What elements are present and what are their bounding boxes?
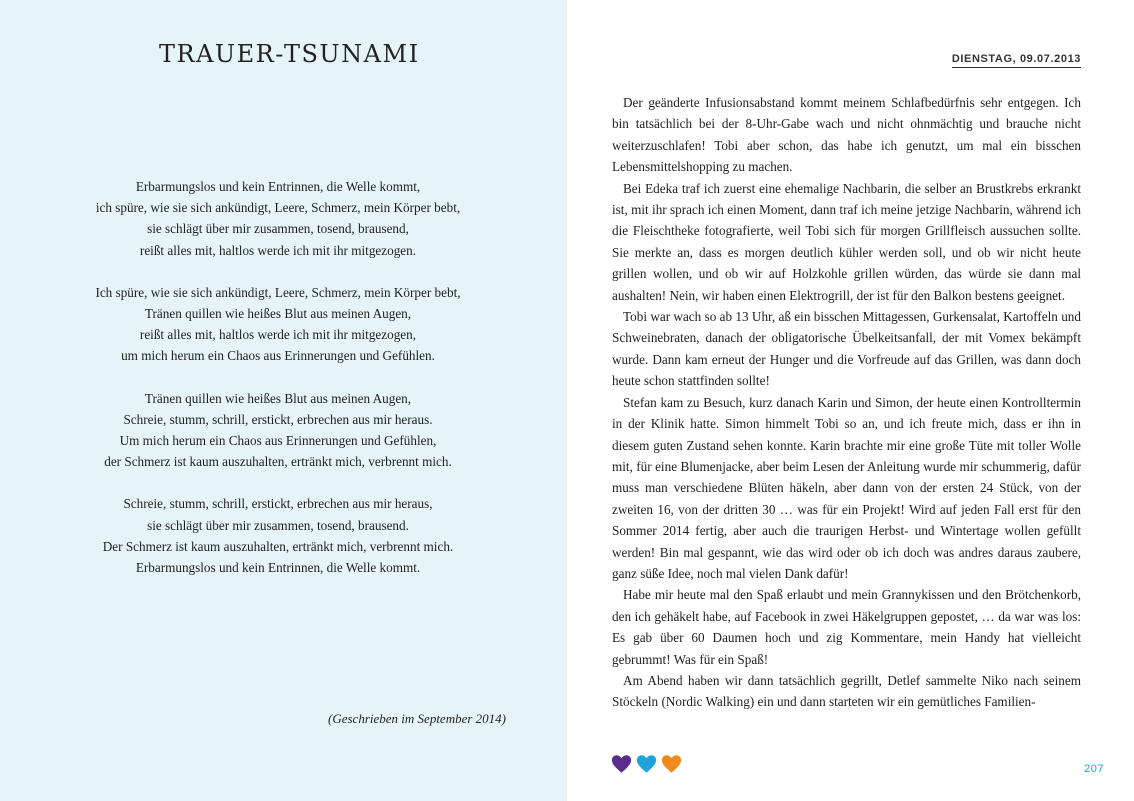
diary-text bbox=[612, 92, 1081, 713]
written-note: (Geschrieben im September 2014) bbox=[328, 711, 506, 726]
diary-paragraph: Tobi war wach so ab 13 Uhr, aß ein bisschen Mittagessen, Gurkensalat, Kartoffeln und Schweinebraten, danach der obligatorische Übelkeitsanfall, der mit Vomex bekämpft wurde. Dann kam erneut der Hunger und die Vorfreude auf das Grillen, was dann doch heute schon stattfinden sollte! bbox=[612, 309, 1081, 389]
poem-line: Schreie, stumm, schrill, erstickt, erbrechen aus mir heraus. bbox=[123, 411, 433, 427]
poem-line: Um mich herum ein Chaos aus Erinnerungen und Gefühlen, bbox=[119, 433, 437, 449]
poem-line: der Schmerz ist kaum auszuhalten, ertränkt mich, verbrennt mich. bbox=[104, 454, 452, 470]
poem-line: sie schlägt über mir zusammen, tosend, brausend, bbox=[147, 221, 409, 237]
poem-line: Der Schmerz ist kaum auszuhalten, ertränkt mich, verbrennt mich. bbox=[102, 538, 454, 554]
heart-icon bbox=[611, 754, 632, 774]
heart-icon bbox=[661, 754, 682, 774]
diary-paragraph: Der geänderte Infusionsabstand kommt meinem Schlafbedürfnis sehr entgegen. Ich bin tatsächlich bei der 8-Uhr-Gabe wach und nicht ohnmächtig und brauche nicht weiterzuschlafen! Tobi aber schon, das habe ich genutzt, um mal ein bisschen Lebensmittelshopping zu machen. bbox=[612, 95, 1081, 175]
stanza-4 bbox=[40, 493, 516, 578]
poem-line: Schreie, stumm, schrill, erstickt, erbrechen aus mir heraus, bbox=[123, 496, 433, 512]
poem-line: sie schlägt über mir zusammen, tosend, brausend. bbox=[147, 517, 409, 533]
poem-line: Erbarmungslos und kein Entrinnen, die Welle kommt. bbox=[135, 560, 421, 576]
hearts-row bbox=[611, 754, 682, 774]
stanza-3 bbox=[40, 388, 516, 473]
diary-paragraph: Am Abend haben wir dann tatsächlich gegrillt, Detlef sammelte Niko nach seinem Stöckeln (Nordic Walking) ein und dann starteten wir ein gemütliches Familien- bbox=[612, 672, 1081, 710]
stanza-2 bbox=[40, 282, 516, 367]
diary-date: DIENSTAG, 09.07.2013 bbox=[952, 53, 1081, 68]
diary-paragraph: Bei Edeka traf ich zuerst eine ehemalige Nachbarin, die selber an Brustkrebs erkrankt ist, mit ihr sprach ich einen Moment, dann traf ich meine jetzige Nachbarin, während ich die Fleischtheke fotografierte, weil Tobi sich für morgen Grillfleisch aussuchen sollte. Sie merkte an, dass es morgen deutlich kühler werden soll, und ob wir nicht heute grillen wollen, und ob wir auf Holzkohle grillen würden, das würde sie dann mal aushalten! Nein, wir haben einen Elektrogrill, der ist für den Balkon bestens geeignet. bbox=[612, 180, 1081, 303]
poem-line: ich spüre, wie sie sich ankündigt, Leere, Schmerz, mein Körper bebt, bbox=[95, 200, 461, 216]
diary-paragraph: Stefan kam zu Besuch, kurz danach Karin und Simon, der heute einen Kontrolltermin in der Klinik hatte. Simon himmelt Tobi so an, und ich freute mich, dass er ihn in diesem guten Zustand sehen konnte. Karin brachte mir eine große Tüte mit toller Wolle mit, für eine Blumenjacke, aber beim Lesen der Anleitung wurde mir schummerig, dafür muss man verschiedene Blüten häkeln, aber dann von der ersten 24 Stück, von der zweiten 16, von der dritten 30 … was für ein Projekt! Wird auf jeden Fall erst für den Sommer 2014 fertig, aber auch die traurigen Herbst- und Wintertage wollen gefüllt werden! Bin mal gespannt, wie das wird oder ob ich doch was andres daraus zaubere, ganz süße Idee, noch mal vielen Dank dafür! bbox=[612, 394, 1081, 581]
poem bbox=[40, 176, 516, 599]
heart-icon bbox=[636, 754, 657, 774]
page-number: 207 bbox=[1084, 763, 1104, 775]
poem-line: reißt alles mit, haltlos werde ich mit ihr mitgezogen. bbox=[139, 242, 417, 258]
poem-line: Tränen quillen wie heißes Blut aus meinen Augen, bbox=[144, 390, 412, 406]
poem-line: Erbarmungslos und kein Entrinnen, die Welle kommt, bbox=[135, 179, 421, 194]
diary-paragraph: Habe mir heute mal den Spaß erlaubt und mein Grannykissen und den Brötchenkorb, den ich gehäkelt habe, auf Facebook in zwei Häkelgruppen gepostet, … da war was los: Es gab über 60 Daumen hoch und zig Kommentare, mein Handy hat vielleicht gebrummt! Was für ein Spaß! bbox=[612, 587, 1081, 667]
poem-title: TRAUER-TSUNAMI bbox=[159, 40, 420, 68]
poem-line: Tränen quillen wie heißes Blut aus meinen Augen, bbox=[144, 306, 412, 322]
poem-line: reißt alles mit, haltlos werde ich mit ihr mitgezogen, bbox=[139, 327, 417, 343]
poem-line: Ich spüre, wie sie sich ankündigt, Leere, Schmerz, mein Körper bebt, bbox=[95, 284, 461, 300]
stanza-1 bbox=[40, 176, 516, 261]
poem-line: um mich herum ein Chaos aus Erinnerungen und Gefühlen. bbox=[121, 348, 435, 364]
right-page bbox=[567, 0, 1134, 801]
